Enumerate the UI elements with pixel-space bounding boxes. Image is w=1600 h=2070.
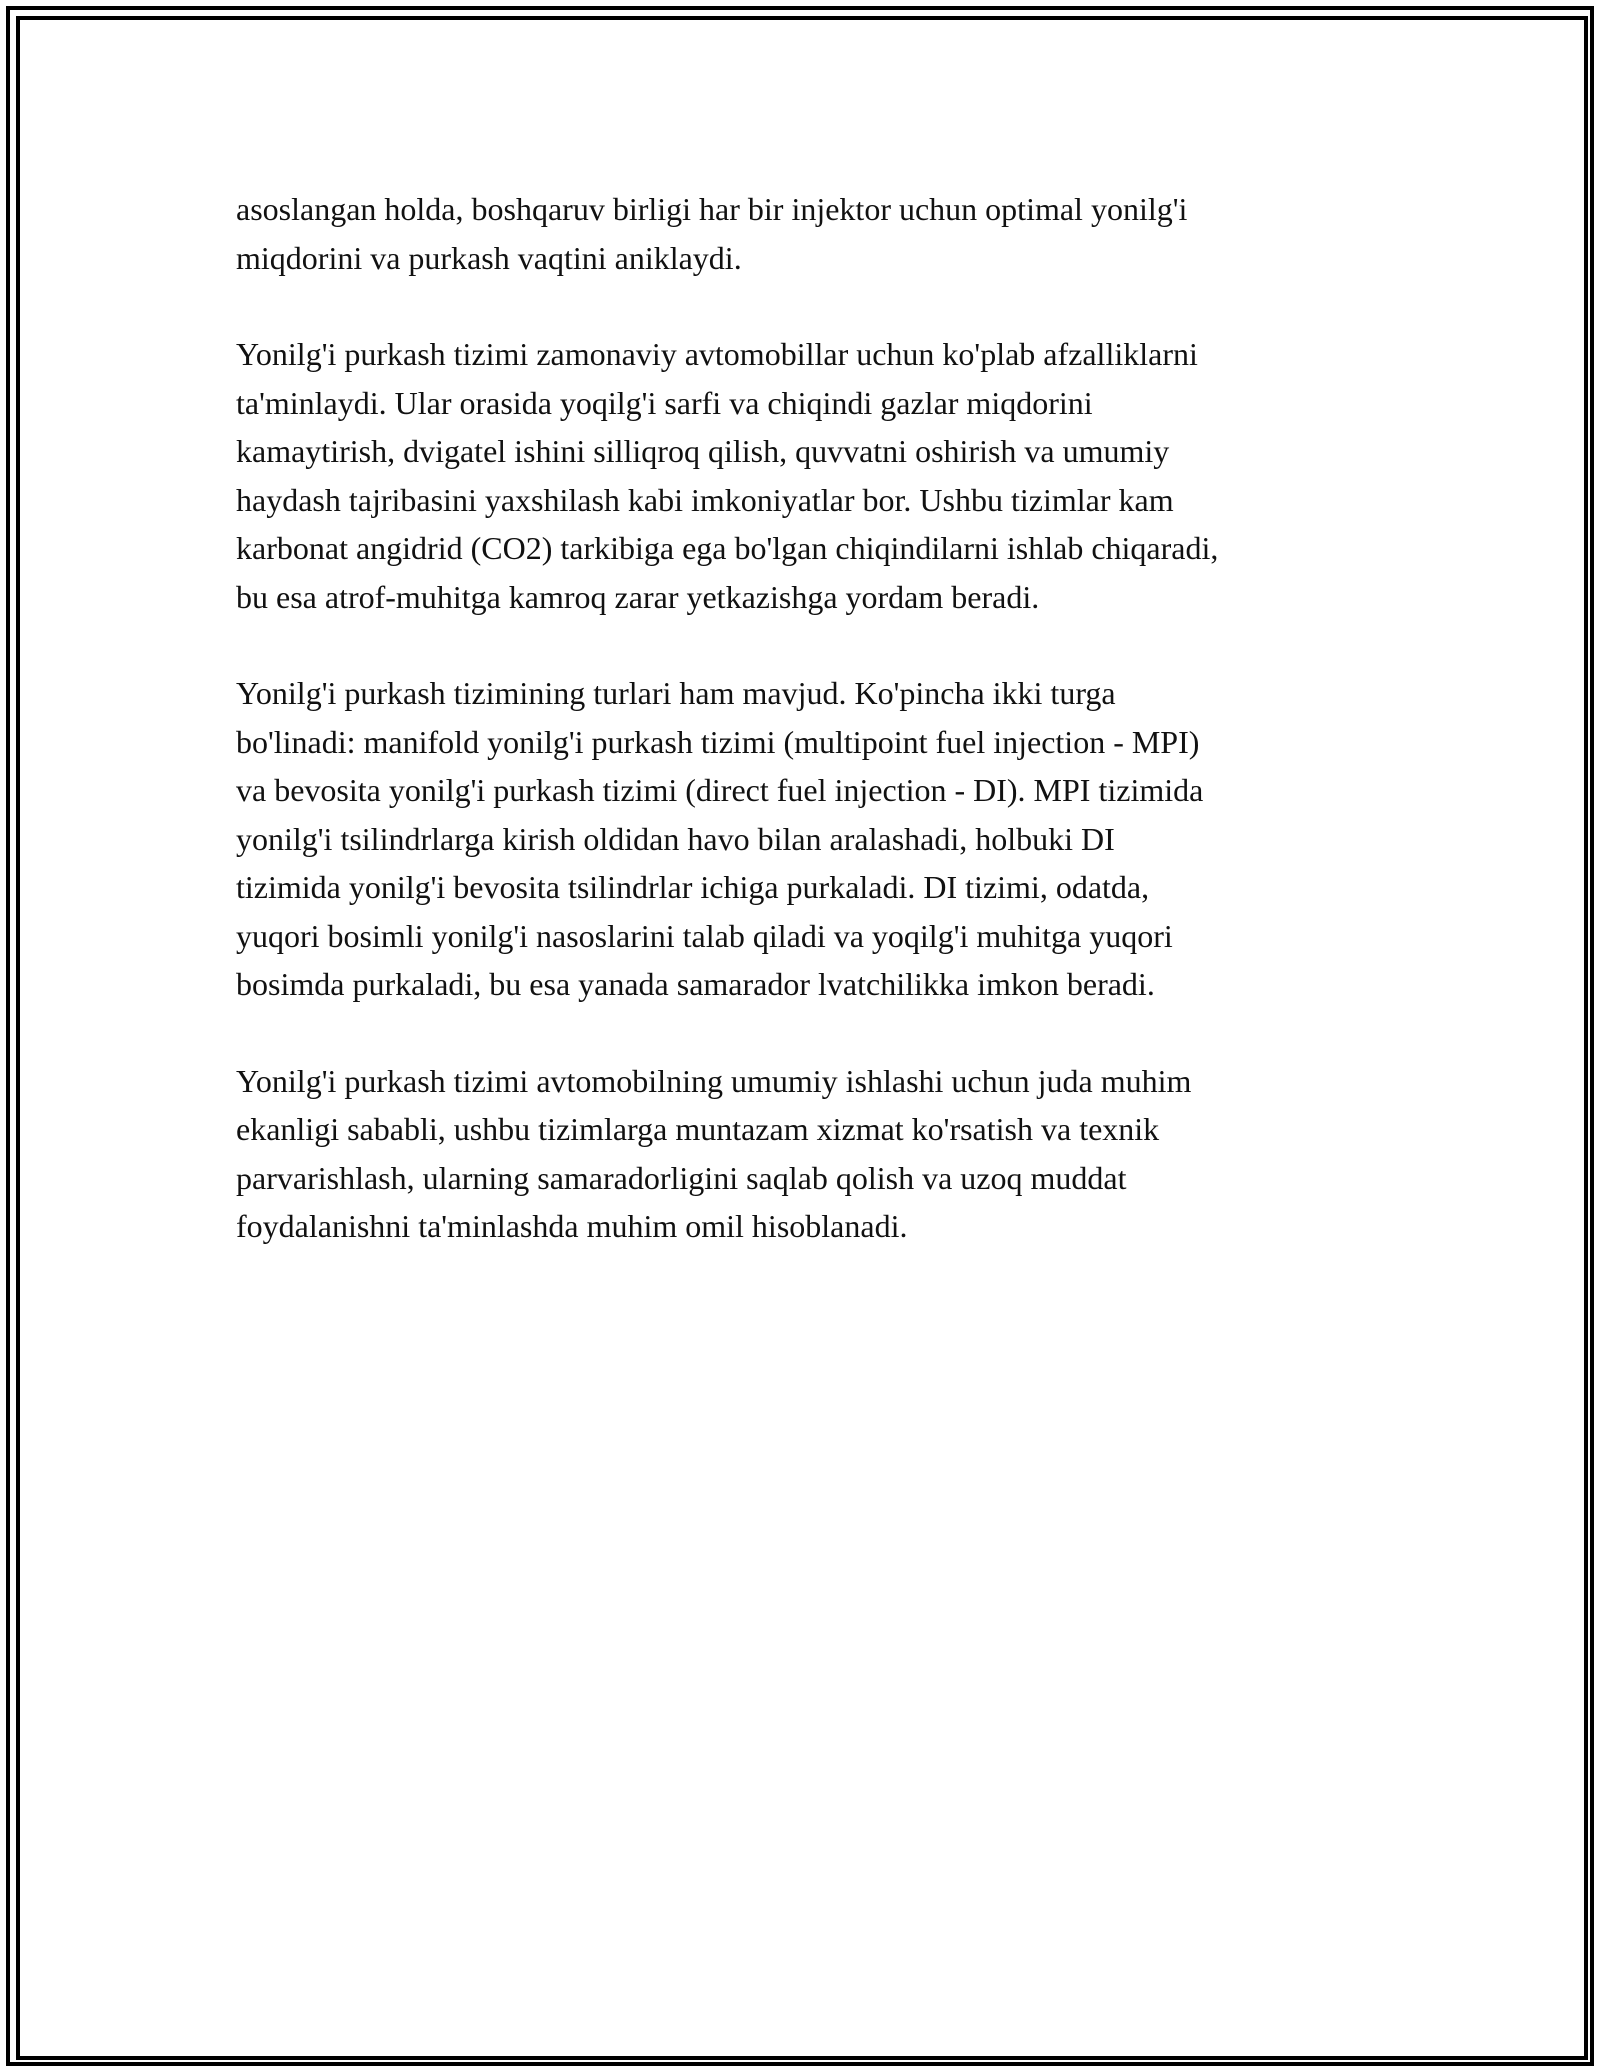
paragraph: Yonilg'i purkash tizimi avtomobilning umumiy ishlashi uchun juda muhim ekanligi sababli, ushbu tizimlarga muntazam xizmat ko'rsatish va texnik parvarishlash, ularning samaradorligini saqlab qolish va uzoq muddat foydalanishni ta'minlashda muhim omil hisoblanadi. — [236, 1062, 1192, 1244]
paragraph: Yonilg'i purkash tizimining turlari ham mavjud. Ko'pincha ikki turga bo'linadi: manifold yonilg'i purkash tizimi (multipoint fuel injection - MPI) va bevosita yonilg'i purkash tizimi (direct fuel injection - DI). MPI tizimida yonilg'i tsilindrlarga kirish oldidan havo bilan aralashadi, holbuki DI tizimida yonilg'i bevosita tsilindrlar ichiga purkaladi. DI tizimi, odatda, yuqori bosimli yonilg'i nasoslarini talab qiladi va yoqilg'i muhitga yuqori bosimda purkaladi, bu esa yanada samarador lvatchilikka imkon beradi. — [236, 675, 1204, 1002]
paragraph: asoslangan holda, boshqaruv birligi har bir injektor uchun optimal yonilg'i miqdorini va purkash vaqtini aniklaydi. — [236, 191, 1188, 276]
document-body — [236, 185, 1376, 1299]
paragraph: Yonilg'i purkash tizimi zamonaviy avtomobillar uchun ko'plab afzalliklarni ta'minlaydi. Ular orasida yoqilg'i sarfi va chiqindi gazlar miqdorini kamaytirish, dvigatel ishini silliqroq qilish, quvvatni oshirish va umumiy haydash tajribasini yaxshilash kabi imkoniyatlar bor. Ushbu tizimlar kam karbonat angidrid (CO2) tarkibiga ega bo'lgan chiqindilarni ishlab chiqaradi, bu esa atrof-muhitga kamroq zarar yetkazishga yordam beradi. — [236, 336, 1219, 615]
